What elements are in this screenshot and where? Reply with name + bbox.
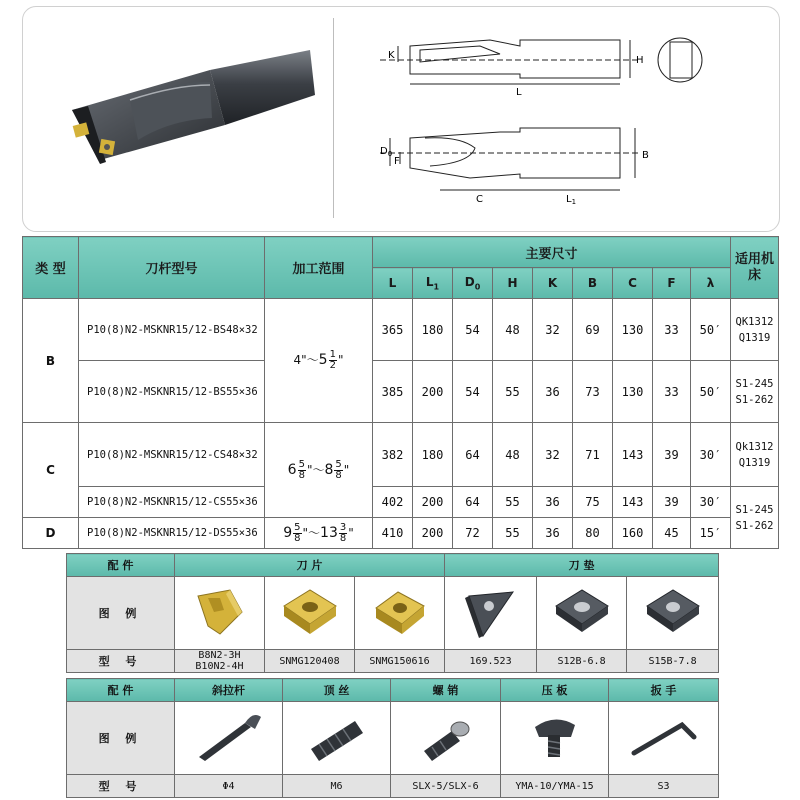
cell-C: 160 — [613, 518, 653, 549]
subheader-K: K — [533, 268, 573, 299]
subheader-C: C — [613, 268, 653, 299]
wrench-image — [609, 702, 719, 775]
cell-C: 130 — [613, 299, 653, 361]
insert-b8n2-image — [175, 577, 265, 650]
cell-H: 55 — [493, 487, 533, 518]
cell-D0: 64 — [453, 487, 493, 518]
acc2-code: S3 — [609, 775, 719, 798]
dim-D0: $D_0$ — [380, 146, 393, 158]
model-cell: P10(8)N2-MSKNR15/12-DS55×36 — [79, 518, 265, 549]
acc2-code: YMA-10/YMA-15 — [501, 775, 609, 798]
cell-B: 73 — [573, 361, 613, 423]
acc2-header-setscrew: 顶 丝 — [283, 679, 391, 702]
square-shim-icon — [641, 584, 705, 640]
square-shim-icon — [550, 584, 614, 640]
pin-image — [391, 702, 501, 775]
dim-L: L — [516, 87, 522, 98]
subheader-H: H — [493, 268, 533, 299]
square-insert-icon — [278, 584, 342, 640]
model-cell: P10(8)N2-MSKNR15/12-BS48×32 — [79, 299, 265, 361]
acc2-code: Φ4 — [175, 775, 283, 798]
cell-L: 402 — [373, 487, 413, 518]
range-cell-C: 6 $\frac{5}{8}$ "～8 $\frac{5}{8}$ " — [265, 423, 373, 518]
pin-screw-icon — [406, 707, 486, 767]
insert-snmg120408-image — [265, 577, 355, 650]
acc1-header-shim: 刀 垫 — [445, 554, 719, 577]
subheader-F: F — [653, 268, 691, 299]
setscrew-icon — [297, 707, 377, 767]
cell-D0: 54 — [453, 299, 493, 361]
cell-H: 55 — [493, 518, 533, 549]
header-range: 加工范围 — [265, 237, 373, 299]
acc1-code: 169.523 — [445, 650, 537, 673]
cell-F: 39 — [653, 487, 691, 518]
acc2-label-code: 型 号 — [67, 775, 175, 798]
clamp-icon — [515, 707, 595, 767]
cell-L1: 200 — [413, 518, 453, 549]
machine-cell: QK1312 Q1319 — [731, 299, 779, 361]
cell-B: 69 — [573, 299, 613, 361]
subheader-B: B — [573, 268, 613, 299]
cell-C: 143 — [613, 423, 653, 487]
dim-B: B — [642, 150, 649, 161]
acc2-header-part: 配 件 — [67, 679, 175, 702]
cell-L: 365 — [373, 299, 413, 361]
cell-H: 55 — [493, 361, 533, 423]
acc1-code: SNMG120408 — [265, 650, 355, 673]
cell-lambda: 30′ — [691, 423, 731, 487]
hex-key-icon — [624, 707, 704, 767]
dim-H: H — [636, 55, 644, 66]
cell-C: 130 — [613, 361, 653, 423]
type-cell-B: B — [23, 299, 79, 423]
setscrew-image — [283, 702, 391, 775]
cell-lambda: 30′ — [691, 487, 731, 518]
cell-K: 32 — [533, 299, 573, 361]
boring-bar-render — [60, 40, 320, 190]
range-cell-D: 9 $\frac{5}{8}$ "～13 $\frac{3}{8}$ " — [265, 518, 373, 549]
range-cell-B: 4"～5 $\frac{1}{2}$ " — [265, 299, 373, 423]
acc2-header-pin: 螺 销 — [391, 679, 501, 702]
type-cell-C: C — [23, 423, 79, 518]
cell-F: 33 — [653, 299, 691, 361]
cell-F: 45 — [653, 518, 691, 549]
machine-cell: S1-245 S1-262 — [731, 361, 779, 423]
cell-D0: 54 — [453, 361, 493, 423]
acc2-label-image: 图 例 — [67, 702, 175, 775]
cell-L1: 180 — [413, 299, 453, 361]
accessories-table-inserts — [66, 553, 719, 673]
cell-B: 80 — [573, 518, 613, 549]
cell-lambda: 50′ — [691, 299, 731, 361]
cell-L: 410 — [373, 518, 413, 549]
acc1-label-code: 型 号 — [67, 650, 175, 673]
cell-lambda: 50′ — [691, 361, 731, 423]
technical-drawing — [380, 28, 720, 208]
panel-divider — [333, 18, 334, 218]
cell-H: 48 — [493, 423, 533, 487]
model-cell: P10(8)N2-MSKNR15/12-BS55×36 — [79, 361, 265, 423]
acc1-header-part: 配 件 — [67, 554, 175, 577]
acc2-code: M6 — [283, 775, 391, 798]
accessories-table-parts — [66, 678, 719, 798]
cell-H: 48 — [493, 299, 533, 361]
acc2-header-clamp: 压 板 — [501, 679, 609, 702]
acc2-header-wrench: 扳 手 — [609, 679, 719, 702]
acc2-header-drawbar: 斜拉杆 — [175, 679, 283, 702]
spec-table — [22, 236, 779, 549]
dim-F: F — [394, 156, 400, 167]
triangle-shim-icon — [461, 582, 521, 642]
dim-K: K — [388, 50, 395, 61]
acc1-header-insert: 刀 片 — [175, 554, 445, 577]
cell-L: 382 — [373, 423, 413, 487]
threading-insert-icon — [190, 582, 250, 642]
cell-lambda: 15′ — [691, 518, 731, 549]
acc1-label-image: 图 例 — [67, 577, 175, 650]
insert-snmg150616-image — [355, 577, 445, 650]
acc1-code: B8N2-3H B10N2-4H — [175, 650, 265, 673]
type-cell-D: D — [23, 518, 79, 549]
cell-K: 32 — [533, 423, 573, 487]
cell-F: 33 — [653, 361, 691, 423]
cell-K: 36 — [533, 487, 573, 518]
acc2-code: SLX-5/SLX-6 — [391, 775, 501, 798]
subheader-D0: $D_0$ — [453, 268, 493, 299]
acc1-code: S12B-6.8 — [537, 650, 627, 673]
dim-C: C — [476, 194, 483, 205]
subheader-L: L — [373, 268, 413, 299]
shim-169523-image — [445, 577, 537, 650]
header-model: 刀杆型号 — [79, 237, 265, 299]
machine-cell: S1-245 S1-262 — [731, 487, 779, 549]
cell-D0: 64 — [453, 423, 493, 487]
cell-L1: 200 — [413, 361, 453, 423]
cell-L: 385 — [373, 361, 413, 423]
drawbar-image — [175, 702, 283, 775]
model-cell: P10(8)N2-MSKNR15/12-CS55×36 — [79, 487, 265, 518]
header-type: 类 型 — [23, 237, 79, 299]
drawbar-icon — [189, 707, 269, 767]
header-dims: 主要尺寸 — [373, 237, 731, 268]
cell-D0: 72 — [453, 518, 493, 549]
acc1-code: SNMG150616 — [355, 650, 445, 673]
cell-C: 143 — [613, 487, 653, 518]
subheader-L1: $L_1$ — [413, 268, 453, 299]
subheader-lambda: λ — [691, 268, 731, 299]
shim-s15b-image — [627, 577, 719, 650]
machine-cell: Qk1312 Q1319 — [731, 423, 779, 487]
acc1-code: S15B-7.8 — [627, 650, 719, 673]
cell-K: 36 — [533, 518, 573, 549]
cell-L1: 180 — [413, 423, 453, 487]
square-insert-icon — [368, 584, 432, 640]
dim-L1: $L_1$ — [566, 194, 577, 206]
header-machine: 适用机床 — [731, 237, 779, 299]
cell-L1: 200 — [413, 487, 453, 518]
cell-K: 36 — [533, 361, 573, 423]
clamp-image — [501, 702, 609, 775]
shim-s12b-image — [537, 577, 627, 650]
cell-B: 75 — [573, 487, 613, 518]
cell-B: 71 — [573, 423, 613, 487]
model-cell: P10(8)N2-MSKNR15/12-CS48×32 — [79, 423, 265, 487]
cell-F: 39 — [653, 423, 691, 487]
